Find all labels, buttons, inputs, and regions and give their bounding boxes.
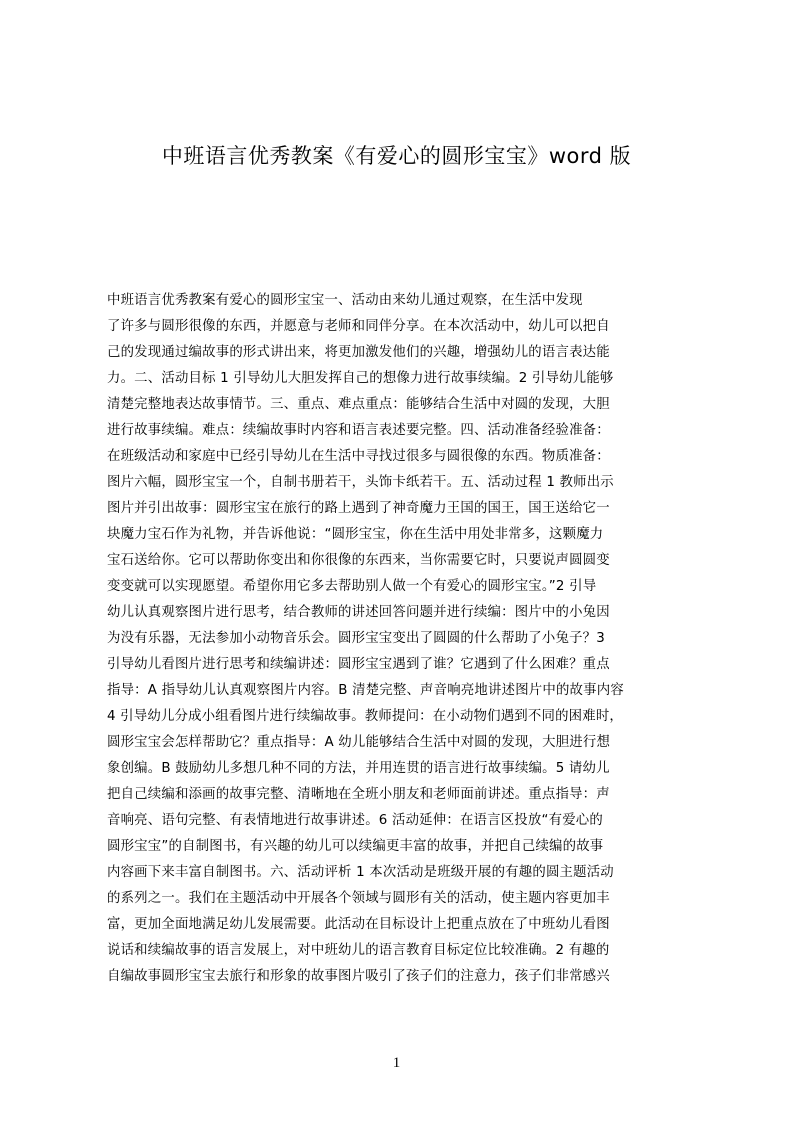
- body-line: 变变就可以实现愿望。希望你用它多去帮助别人做一个有爱心的圆形宝宝。”2 引导: [107, 579, 597, 594]
- document-body: [107, 288, 697, 984]
- document-title: 中班语言优秀教案《有爱心的圆形宝宝》word 版: [161, 144, 632, 168]
- body-line: 音响亮、语句完整、有表情地进行故事讲述。6 活动延伸：在语言区投放“有爱心的: [107, 813, 603, 828]
- body-line: 中班语言优秀教案有爱心的圆形宝宝一、活动由来幼儿通过观察，在生活中发现: [107, 293, 583, 308]
- page-number: 1: [392, 1055, 401, 1071]
- body-line: 幼儿认真观察图片进行思考，结合教师的讲述回答问题并进行续编：图片中的小兔因: [107, 605, 610, 620]
- body-line: 图片六幅，圆形宝宝一个，自制书册若干，头饰卡纸若干。五、活动过程 1 教师出示: [107, 475, 614, 490]
- body-line: 块魔力宝石作为礼物，并告诉他说：“圆形宝宝，你在生活中用处非常多，这颗魔力: [107, 527, 604, 542]
- body-line: 在班级活动和家庭中已经引导幼儿在生活中寻找过很多与圆很像的东西。物质准备：: [107, 449, 610, 464]
- body-line: 4 引导幼儿分成小组看图片进行续编故事。教师提问：在小动物们遇到不同的困难时，: [107, 709, 624, 724]
- body-line: 自编故事圆形宝宝去旅行和形象的故事图片吸引了孩子们的注意力，孩子们非常感兴: [107, 969, 610, 984]
- body-line: 象创编。B 鼓励幼儿多想几种不同的方法，并用连贯的语言进行故事续编。5 请幼儿: [107, 761, 610, 776]
- body-line: 说话和续编故事的语言发展上，对中班幼儿的语言教育目标定位比较准确。2 有趣的: [107, 943, 610, 958]
- body-line: 进行故事续编。难点：续编故事时内容和语言表述要完整。四、活动准备经验准备：: [107, 423, 610, 438]
- body-line: 内容画下来丰富自制图书。六、活动评析 1 本次活动是班级开展的有趣的圆主题活动: [107, 865, 614, 880]
- body-line: 把自己续编和添画的故事完整、清晰地在全班小朋友和老师面前讲述。重点指导：声: [107, 787, 610, 802]
- body-line: 了许多与圆形很像的东西，并愿意与老师和同伴分享。在本次活动中，幼儿可以把自: [107, 319, 610, 334]
- body-line: 指导：A 指导幼儿认真观察图片内容。B 清楚完整、声音响亮地讲述图片中的故事内容: [107, 683, 624, 698]
- body-line: 引导幼儿看图片进行思考和续编讲述：圆形宝宝遇到了谁？它遇到了什么困难？重点: [107, 657, 610, 672]
- body-line: 为没有乐器，无法参加小动物音乐会。圆形宝宝变出了圆圆的什么帮助了小兔子？3: [107, 631, 605, 646]
- body-line: 宝石送给你。它可以帮助你变出和你很像的东西来，当你需要它时，只要说声圆圆变: [107, 553, 610, 568]
- body-line: 图片并引出故事：圆形宝宝在旅行的路上遇到了神奇魔力王国的国王，国王送给它一: [107, 501, 610, 516]
- body-line: 己的发现通过编故事的形式讲出来，将更加激发他们的兴趣，增强幼儿的语言表达能: [107, 345, 610, 360]
- body-line: 圆形宝宝”的自制图书，有兴趣的幼儿可以续编更丰富的故事，并把自己续编的故事: [107, 839, 604, 854]
- body-line: 富，更加全面地满足幼儿发展需要。此活动在目标设计上把重点放在了中班幼儿看图: [107, 917, 610, 932]
- body-line: 的系列之一。我们在主题活动中开展各个领域与圆形有关的活动，使主题内容更加丰: [107, 891, 610, 906]
- body-line: 清楚完整地表达故事情节。三、重点、难点重点：能够结合生活中对圆的发现，大胆: [107, 397, 610, 412]
- body-line: 圆形宝宝会怎样帮助它？重点指导：A 幼儿能够结合生活中对圆的发现，大胆进行想: [107, 735, 611, 750]
- body-line: 力。二、活动目标 1 引导幼儿大胆发挥自己的想像力进行故事续编。2 引导幼儿能够: [107, 371, 614, 386]
